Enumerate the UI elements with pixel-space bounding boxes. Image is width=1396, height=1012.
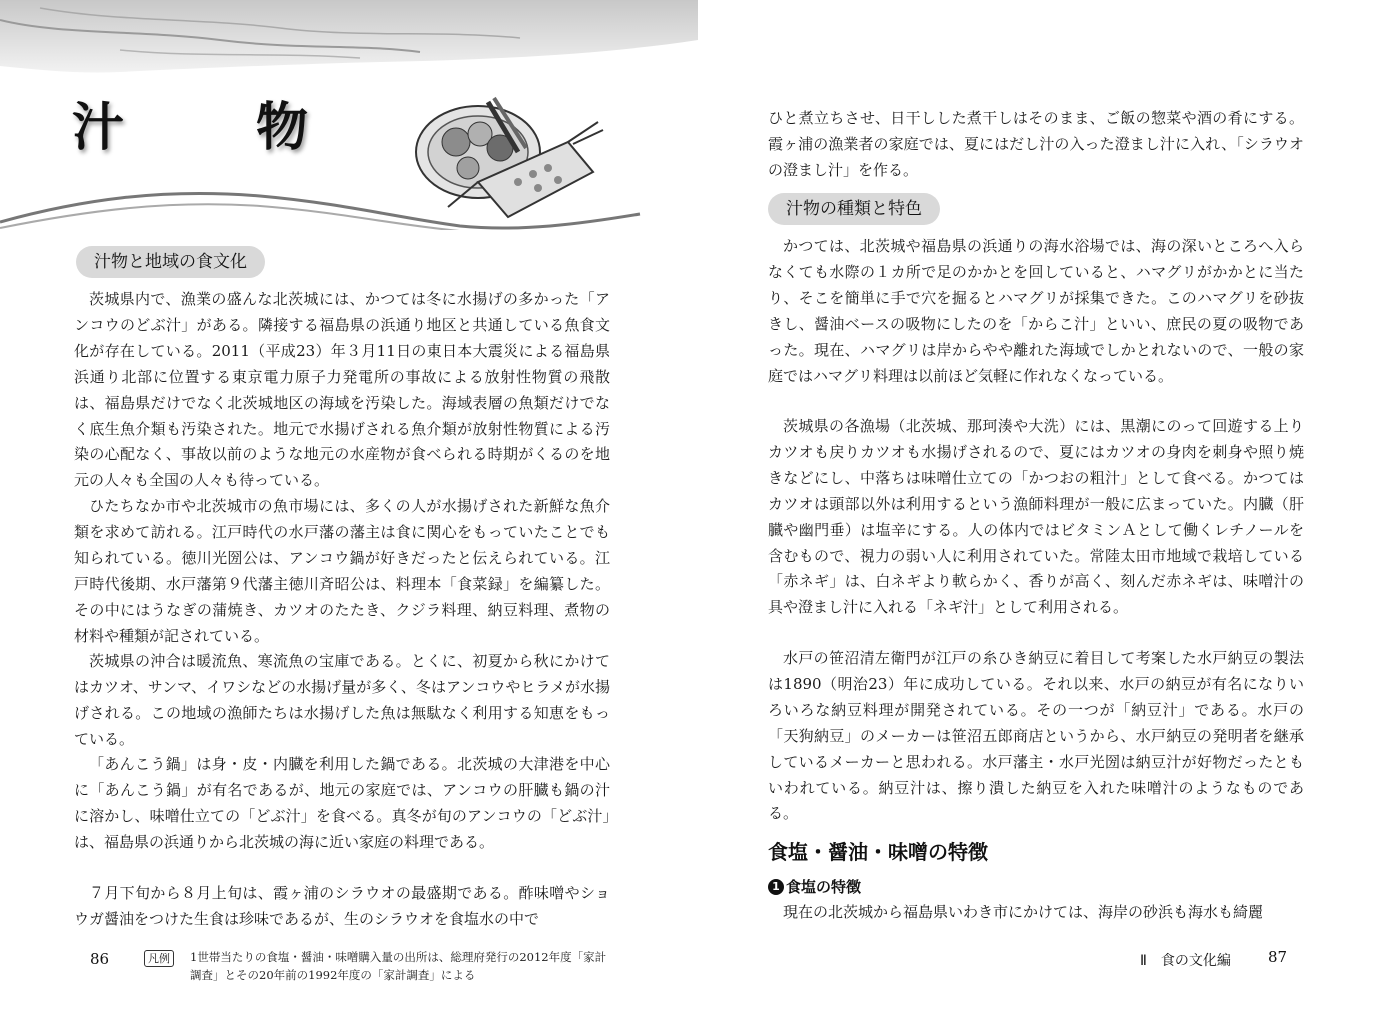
- intro-paragraph: ひと煮立ちさせ、日干しした煮干しはそのまま、ご飯の惣菜や酒の肴にする。霞ヶ浦の漁業者の家庭では、夏にはだし汁の入った澄まし汁に入れ、「シラウオの澄まし汁」を作る。: [768, 109, 1304, 179]
- paragraph-3: 茨城県の沖合は暖流魚、寒流魚の宝庫である。とくに、初夏から秋にかけてはカツオ、サンマ、イワシなどの水揚げ量が多く、冬はアンコウやヒラメが水揚げされる。この地域の漁師たちは水揚げした魚は無駄なく利用する知恵をもっている。: [74, 652, 610, 748]
- paragraph-7: 茨城県の各漁場（北茨城、那珂湊や大洗）には、黒潮にのって回遊する上りカツオも戻りカツオも水揚げされるので、夏にはカツオの身肉を刺身や照り焼きなどにし、中落ちは味噌仕立ての「かつおの粗汁」として食べる。かつてはカツオは頭部以外は利用するという漁師料理が一般に広まっていた。内臓（肝臓や幽門垂）は塩辛にする。人の体内ではビタミンＡとして働くレチノールを含むもので、視力の弱い人に利用されていた。常陸太田市地域で栽培している「赤ネギ」は、白ネギより軟らかく、香りが高く、刻んだ赤ネギは、味噌汁の具や澄まし汁に入れる「ネギ汁」として利用される。: [768, 417, 1304, 617]
- paragraph-4: 「あんこう鍋」は身・皮・内臓を利用した鍋である。北茨城の大津港を中心に「あんこう鍋」が有名であるが、地元の家庭では、アンコウの肝臓も鍋の汁に溶かし、味噌仕立ての「どぶ汁」を食べる。真冬が旬のアンコウの「どぶ汁」は、福島県の浜通りから北茨城の海に近い家庭の料理である。: [74, 755, 610, 851]
- paragraph-2: ひたちなか市や北茨城市の魚市場には、多くの人が水揚げされた新鮮な魚介類を求めて訪れる。江戸時代の水戸藩の藩主は食に関心をもっていたことでも知られている。徳川光圀公は、アンコウ鍋が好きだったと伝えられている。江戸時代後期、水戸藩第９代藩主徳川斉昭公は、料理本「食菜録」を編纂した。その中にはうなぎの蒲焼き、カツオのたたき、クジラ料理、納豆料理、煮物の材料や種類が記されている。: [74, 497, 610, 645]
- running-head: Ⅱ 食の文化編: [1140, 953, 1231, 969]
- note-text: 1世帯当たりの食塩・醤油・味噌購入量の出所は、総理府発行の2012年度「家計調査」とその20年前の1992年度の「家計調査」による: [190, 950, 607, 982]
- section-heading-salt-soy-miso: 食塩・醤油・味噌の特徴: [768, 840, 988, 864]
- section-heading-food-culture: 汁物と地域の食文化: [76, 246, 265, 278]
- page-number-right: 87: [1268, 948, 1288, 966]
- page-title: 汁 物: [72, 98, 349, 158]
- paragraph-5: ７月下旬から８月上旬は、霞ヶ浦のシラウオの最盛期である。酢味噌やショウガ醤油をつけた生食は珍味であるが、生のシラウオを食塩水の中で: [74, 884, 610, 928]
- paragraph-9: 現在の北茨城から福島県いわき市にかけては、海岸の砂浜も海水も綺麗: [783, 903, 1264, 921]
- subsection-heading-salt: [768, 876, 861, 897]
- paragraph-6: かつては、北茨城や福島県の浜通りの海水浴場では、海の深いところへ入らなくても水際の１カ所で足のかかとを回していると、ハマグリがかかとに当たり、そこを簡単に手で穴を掘るとハマグリが採集できた。このハマグリを砂抜きし、醤油ベースの吸物にしたのを「からこ汁」といい、庶民の夏の吸物であった。現在、ハマグリは岸からやや離れた海域でしかとれないので、一般の家庭ではハマグリ料理は以前ほど気軽に作れなくなっている。: [768, 237, 1304, 385]
- subsection-heading-text: 食塩の特徴: [786, 878, 862, 896]
- number-one-icon: 1: [768, 879, 784, 895]
- right-page: [698, 0, 1396, 1012]
- food-basket-illustration: [408, 82, 608, 222]
- paragraph-1: 茨城県内で、漁業の盛んな北茨城には、かつては冬に水揚げの多かった「アンコウのどぶ汁」がある。隣接する福島県の浜通り地区と共通している魚食文化が存在している。2011（平成23）年３月11日の東日本大震災による福島県浜通り北部に位置する東京電力原子力発電所の事故による放射性物質の飛散は、福島県だけでなく北茨城地区の海域を汚染した。海域表層の魚類だけでなく底生魚介類も汚染された。地元で水揚げされる魚介類が放射性物質による汚染の心配なく、事故以前のような地元の水産物が食べられる時期がくるのを地元の人々も全国の人々も待っている。: [74, 290, 610, 490]
- paragraph-8: 水戸の笹沼清左衛門が江戸の糸ひき納豆に着目して考案した水戸納豆の製法は1890（明治23）年に成功している。それ以来、水戸の納豆が有名になりいろいろな納豆料理が開発されている。その一つが「納豆汁」である。水戸の「天狗納豆」のメーカーは笹沼五郎商店というから、水戸納豆の発明者を継承しているメーカーと思われる。水戸藩主・水戸光圀は納豆汁が好物だったともいわれている。納豆汁は、擦り潰した納豆を入れた味噌汁のようなものである。: [768, 649, 1304, 823]
- note-label: 凡例: [144, 950, 174, 967]
- section-heading-soup-types: 汁物の種類と特色: [768, 193, 940, 225]
- page-number-left: 86: [90, 950, 110, 968]
